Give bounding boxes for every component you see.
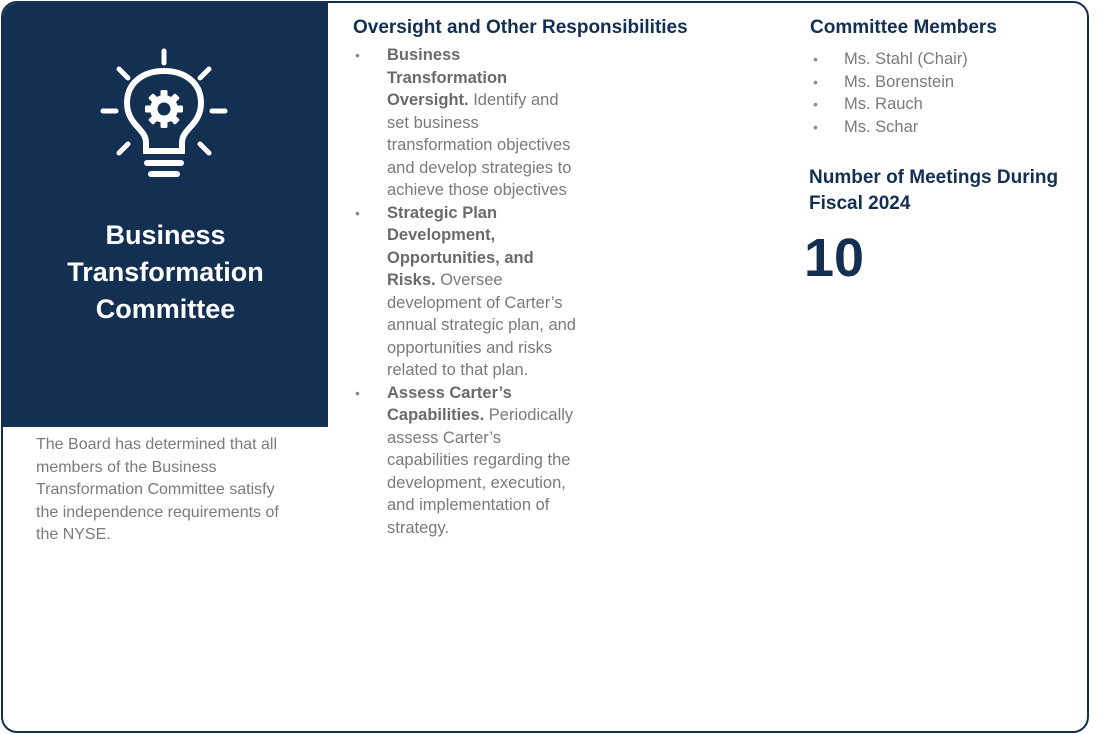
- bullet-icon: •: [813, 96, 818, 112]
- meetings-heading: Number of Meetings During Fiscal 2024: [809, 167, 1059, 214]
- member-item: [813, 48, 968, 71]
- committee-title-line-3: Committee: [95, 294, 236, 324]
- bullet-icon: •: [355, 384, 360, 401]
- responsibility-text: Identify and set business transformation objectives and develop strategies to achieve those objectives: [387, 91, 572, 199]
- responsibility-item: [355, 202, 581, 382]
- member-item: [813, 71, 968, 94]
- responsibility-item: [355, 44, 581, 202]
- responsibility-text: Periodically assess Carter’s capabilities regarding the development, execution, and implementation of strategy.: [387, 406, 574, 537]
- committee-title-line-1: Business: [105, 220, 226, 250]
- responsibility-text: Oversee development of Carter’s annual strategic plan, and opportunities and risks related to that plan.: [387, 271, 576, 379]
- independence-statement: The Board has determined that all members of the Business Transformation Committee satisfy the independence requirements of the NYSE.: [36, 436, 279, 543]
- member-name: Ms. Stahl (Chair): [844, 50, 968, 68]
- bullet-icon: •: [813, 118, 818, 135]
- meetings-count: 10: [804, 228, 865, 288]
- committee-title: [3, 217, 328, 328]
- committee-header-panel: [3, 3, 328, 427]
- responsibility-item: [355, 382, 581, 540]
- member-name: Ms. Rauch: [844, 95, 923, 113]
- responsibility-title: Assess Carter’s Capabilities.: [387, 383, 512, 424]
- member-name: Ms. Schar: [844, 117, 919, 136]
- member-name: Ms. Borenstein: [844, 72, 955, 91]
- member-item: [813, 93, 968, 116]
- bullet-icon: •: [813, 73, 818, 90]
- responsibilities-heading: Oversight and Other Responsibilities: [353, 17, 688, 38]
- responsibility-title: Business Transformation Oversight.: [387, 46, 508, 109]
- lightbulb-gear-icon: [99, 47, 229, 189]
- bullet-icon: •: [813, 51, 818, 67]
- members-heading: Committee Members: [810, 17, 997, 38]
- member-item: [813, 116, 968, 139]
- responsibilities-list: [355, 44, 581, 539]
- members-list: [813, 48, 968, 138]
- committee-card: [1, 1, 1089, 733]
- bullet-icon: •: [355, 204, 360, 221]
- responsibility-title: Strategic Plan Development, Opportunities, and Risks.: [387, 203, 534, 289]
- committee-title-line-2: Transformation: [67, 257, 264, 287]
- bullet-icon: •: [355, 47, 360, 63]
